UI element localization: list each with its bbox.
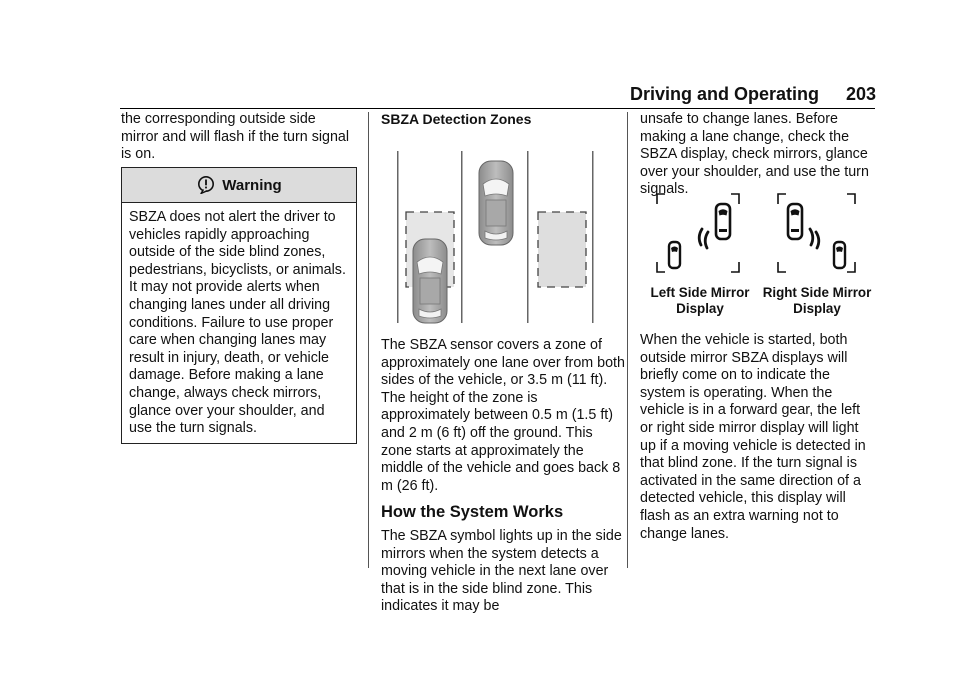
section-title: Driving and Operating bbox=[630, 84, 820, 104]
warning-waves-icon bbox=[699, 229, 708, 248]
intro-paragraph: the corresponding outside side mirror and will flash if the turn signal is on. bbox=[121, 111, 350, 163]
vehicle-icon-large bbox=[788, 204, 802, 239]
vehicle-icon-small bbox=[669, 242, 680, 268]
left-mirror-caption: Left Side Mirror Display bbox=[650, 285, 750, 316]
page-number: 203 bbox=[846, 84, 877, 104]
right-mirror-display bbox=[772, 192, 884, 276]
figure-title: SBZA Detection Zones bbox=[381, 111, 532, 127]
warning-box bbox=[121, 167, 357, 444]
column-3-bottom bbox=[640, 332, 876, 543]
column-2 bbox=[381, 337, 626, 616]
vehicle-icon-large bbox=[716, 204, 730, 239]
own-vehicle bbox=[479, 161, 513, 245]
how-it-works-paragraph: The SBZA symbol lights up in the side mirrors when the system detects a moving vehicle in the next lane over that is in the side blind zone. This indicates it may be bbox=[381, 527, 622, 615]
right-mirror-caption: Right Side Mirror Display bbox=[762, 285, 872, 316]
lane-change-paragraph: unsafe to change lanes. Before making a lane change, check the SBZA display, check mirrors, glance over your shoulder, and use the turn signals. bbox=[640, 111, 869, 198]
display-operation-paragraph: When the vehicle is started, both outside mirror SBZA displays will briefly come on to indicate the system is operating. When the vehicle is in a forward gear, the left or right side mirror display will light up if a moving vehicle is detected in that blind zone. If the turn signal is activated in the same direction of a detected vehicle, this display will flash as an extra warning not to change lanes. bbox=[640, 332, 866, 542]
left-mirror-display bbox=[655, 192, 767, 276]
column-3-top bbox=[640, 111, 876, 199]
warning-text: SBZA does not alert the driver to vehicles rapidly approaching outside of the side blind zones, pedestrians, bicyclists, or animals. It may not provide alerts when changing lanes under all driving conditions. Failure to use proper care when changing lanes may result in injury, death, or vehicle damage. Before making a lane change, always check mirrors, glance over your shoulder, and use the turn signals. bbox=[129, 209, 346, 437]
right-detection-zone bbox=[538, 212, 586, 287]
warning-title: Warning bbox=[222, 176, 282, 194]
header-rule bbox=[120, 108, 875, 109]
warning-body bbox=[122, 203, 356, 438]
warning-icon bbox=[196, 176, 216, 194]
column-divider-1 bbox=[368, 112, 369, 568]
warning-header bbox=[122, 168, 356, 203]
detection-zones-diagram bbox=[395, 148, 599, 328]
adjacent-vehicle bbox=[413, 239, 447, 323]
column-divider-2 bbox=[627, 112, 628, 568]
warning-waves-icon bbox=[810, 229, 819, 248]
zone-paragraph: The SBZA sensor covers a zone of approximately one lane over from both sides of the vehicle, or 3.5 m (11 ft). The height of the zone is approximately between 0.5 m (1.5 ft) and 2 m (6 ft) off the ground. This zone starts at approximately the middle of the vehicle and goes back 8 m (26 ft). bbox=[381, 337, 625, 494]
column-1 bbox=[121, 111, 357, 164]
vehicle-icon-small bbox=[834, 242, 845, 268]
section-heading: How the System Works bbox=[381, 503, 564, 522]
